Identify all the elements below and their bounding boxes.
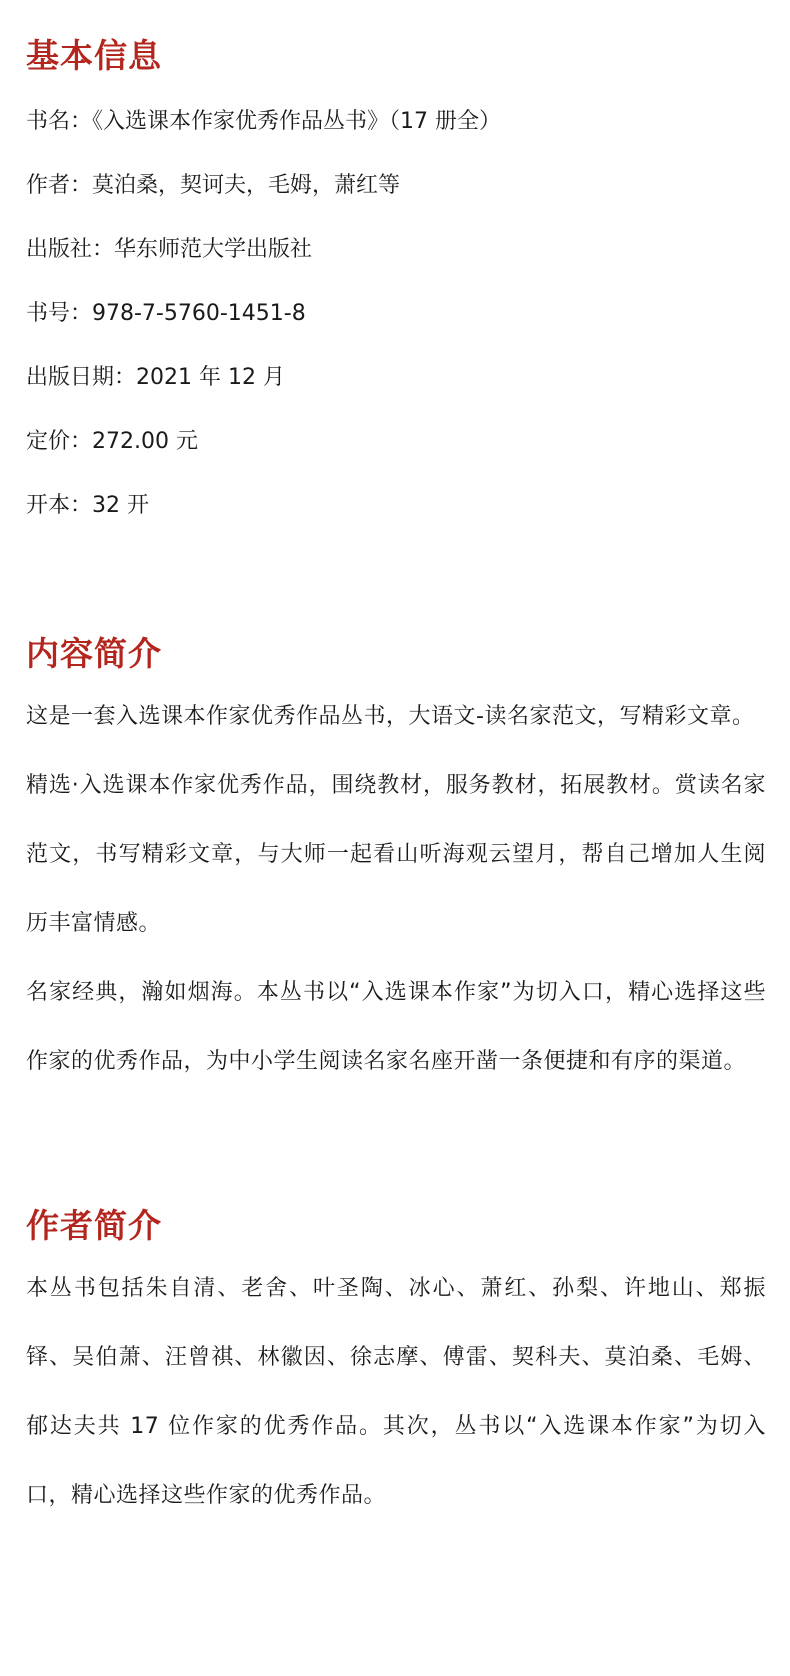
price-line: 定价：272.00 元 — [26, 429, 198, 454]
book-title-line: 书名：《入选课本作家优秀作品丛书》（17 册全） — [26, 109, 501, 134]
isbn-line: 书号：978-7-5760-1451-8 — [26, 301, 306, 326]
author-intro-body — [26, 1254, 766, 1530]
publisher-line: 出版社：华东师范大学出版社 — [26, 237, 313, 262]
content-intro-paragraph: 名家经典，瀚如烟海。本丛书以“入选课本作家”为切入口，精心选择这些作家的优秀作品，为中小学生阅读名家名座开凿一条便捷和有序的渠道。 — [26, 980, 766, 1074]
content-intro-section — [26, 632, 766, 1096]
author-intro-section — [26, 1204, 766, 1530]
publish-date-line: 出版日期：2021 年 12 月 — [26, 365, 285, 390]
author-intro-paragraph: 本丛书包括朱自清、老舍、叶圣陶、冰心、萧红、孙梨、许地山、郑振铎、吴伯萧、汪曾祺、林徽因、徐志摩、傅雷、契科夫、莫泊桑、毛姆、郁达夫共 17 位作家的优秀作品。其次，丛书以“入选课本作家”为切入口，精心选择这些作家的优秀作品。 — [26, 1276, 766, 1508]
content-intro-heading: 内容简介 — [26, 634, 162, 673]
content-intro-paragraph: 精选·入选课本作家优秀作品，围绕教材，服务教材，拓展教材。赏读名家范文，书写精彩文章，与大师一起看山听海观云望月，帮自己增加人生阅历丰富情感。 — [26, 773, 766, 936]
content-intro-body — [26, 682, 766, 1096]
content-intro-paragraph: 这是一套入选课本作家优秀作品丛书，大语文-读名家范文，写精彩文章。 — [26, 704, 755, 729]
author-intro-heading: 作者简介 — [26, 1206, 162, 1245]
author-line: 作者：莫泊桑，契诃夫，毛姆，萧红等 — [26, 173, 401, 198]
basic-info-heading: 基本信息 — [26, 36, 162, 75]
basic-info-section — [26, 34, 766, 521]
format-line: 开本：32 开 — [26, 493, 149, 518]
